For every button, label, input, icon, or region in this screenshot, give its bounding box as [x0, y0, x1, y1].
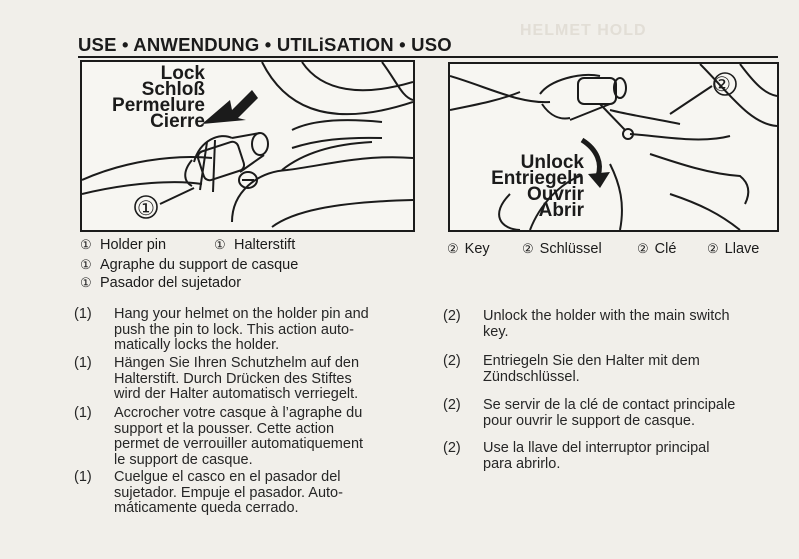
paragraph-line: Use la llave del interruptor principal: [483, 440, 710, 456]
paragraph-line: sujetador. Empuje el pasador. Auto-: [114, 484, 343, 501]
callout-line: Ouvrir: [526, 184, 584, 205]
paragraph-line: máticamente queda cerrado.: [114, 500, 299, 516]
page-title: USE • ANWENDUNG • UTILiSATION • USO: [78, 34, 452, 55]
paragraph-line: permet de verrouiller automatiquement: [114, 436, 364, 452]
legend-label: Agraphe du support de casque: [100, 257, 299, 273]
legend-label: Schlüssel: [539, 241, 602, 257]
bleed-through-text: HELMET HOLD: [520, 22, 647, 39]
unlock-callout: [478, 152, 584, 221]
paragraph-line: push the pin to lock. This action auto-: [114, 321, 354, 338]
legend-label: Holder pin: [100, 237, 167, 253]
legend-label: Llave: [724, 241, 760, 257]
legend-label: Key: [464, 241, 490, 257]
callout-line: Schloß: [141, 79, 205, 100]
legend-item: [80, 237, 166, 253]
callout-line: Permelure: [112, 95, 205, 116]
paragraph-line: Entriegeln Sie den Halter mit dem: [483, 353, 700, 369]
lock-callout: [112, 63, 205, 132]
paragraph-line: Hang your helmet on the holder pin and: [114, 306, 369, 322]
legend-label: Pasador del sujetador: [100, 275, 242, 291]
paragraph-line: key.: [483, 323, 509, 340]
figure-number-1: ①: [137, 198, 155, 220]
paragraph-line: Unlock the holder with the main switch: [483, 308, 730, 324]
legend-item: [637, 241, 676, 257]
legend-label: Clé: [654, 241, 677, 257]
legend-number: ①: [214, 237, 226, 252]
legend-number: ①: [80, 257, 92, 272]
title-rule: [78, 56, 778, 58]
callout-line: Cierre: [150, 111, 205, 132]
legend-item: [522, 241, 602, 257]
paragraph-line: le support de casque.: [114, 451, 253, 468]
lock-arrow-icon: [202, 90, 258, 124]
legend-number: ②: [707, 241, 719, 256]
figure-number-2: ②: [713, 74, 731, 96]
paragraph-line: para abrirlo.: [483, 455, 561, 472]
step-number: (1): [74, 405, 92, 421]
legend-item: [214, 237, 295, 253]
legend-item: [80, 257, 298, 273]
unlock-arrow-icon: [582, 140, 599, 176]
callout-line: Entriegeln: [491, 168, 584, 189]
paragraph-line: support et la pousser. Cette action: [114, 420, 335, 437]
legend-number: ②: [522, 241, 534, 256]
paragraph-line: wird der Halter automatisch verriegelt.: [114, 386, 359, 402]
callout-line: Unlock: [520, 152, 584, 173]
callout-line: Abrir: [538, 200, 584, 221]
step-number: (1): [74, 355, 92, 371]
step-number: (1): [74, 306, 92, 322]
figure-lock: [80, 60, 415, 232]
step-number: (2): [443, 440, 461, 456]
paragraph-line: Zündschlüssel.: [483, 368, 580, 385]
step-number: (2): [443, 353, 461, 369]
paragraph-line: Cuelgue el casco en el pasador del: [114, 469, 341, 485]
step-number: (1): [74, 469, 92, 485]
paragraph-line: Halterstift. Durch Drücken des Stiftes: [114, 370, 352, 387]
legend-number: ①: [80, 237, 92, 252]
paragraph-line: matically locks the holder.: [114, 337, 280, 353]
callout-line: Lock: [160, 63, 205, 84]
legend-number: ①: [80, 275, 92, 290]
step-number: (2): [443, 397, 461, 413]
legend-number: ②: [637, 241, 649, 256]
legend-item: [80, 275, 241, 291]
paragraph-line: pour ouvrir le support de casque.: [483, 412, 695, 429]
legend-item: [447, 241, 490, 257]
step-number: (2): [443, 308, 461, 324]
legend-item: [707, 241, 759, 257]
paragraph-line: Hängen Sie Ihren Schutzhelm auf den: [114, 355, 360, 371]
figure-unlock: [448, 62, 779, 232]
legend-number: ②: [447, 241, 459, 256]
legend-label: Halterstift: [234, 237, 296, 253]
paragraph-line: Accrocher votre casque à l’agraphe du: [114, 405, 363, 421]
paragraph-line: Se servir de la clé de contact principale: [483, 397, 736, 413]
